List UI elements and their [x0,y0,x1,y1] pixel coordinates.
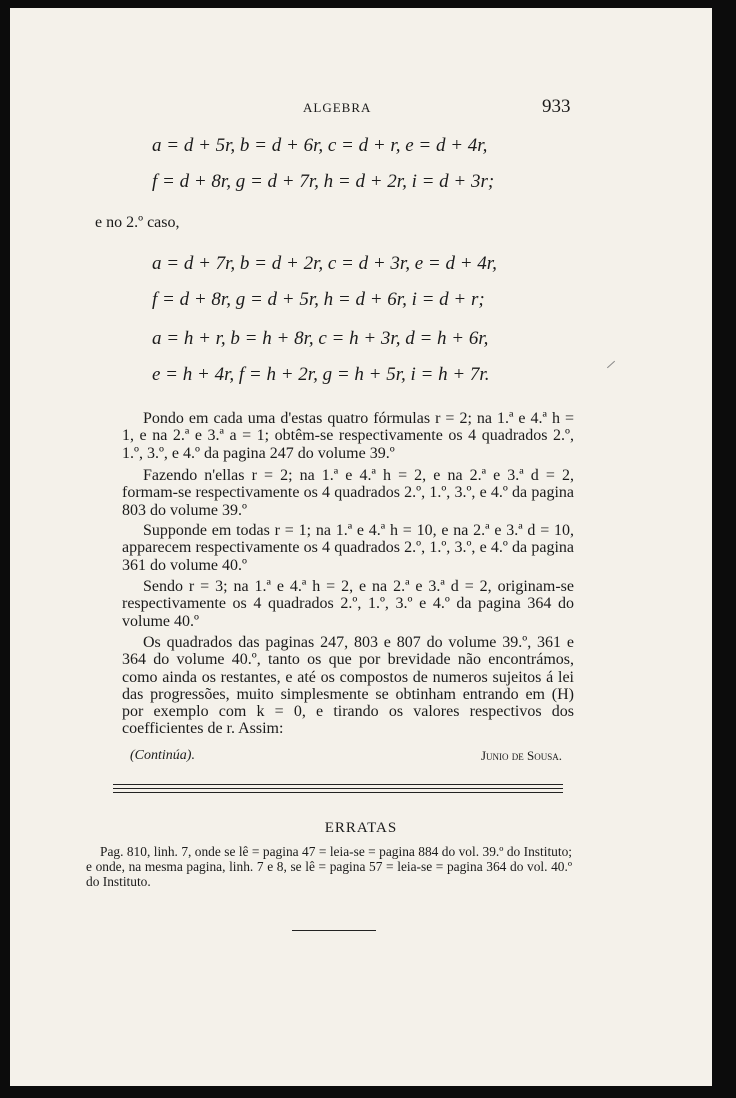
continued-label: (Continúa). [130,748,195,763]
equation-case3-line1: a = h + r, b = h + 8r, c = h + 3r, d = h + 6r, [152,328,489,349]
paragraph-1: Pondo em cada uma d'estas quatro fórmulas r = 2; na 1.ª e 4.ª h = 1, e na 2.ª e 3.ª a = 1; obtêm-se respectivamente os 4 quadrados 2.º, 1.º, 3.º, e 4.º da pagina 247 do volume 39.º [122,410,574,462]
document-page [10,8,712,1086]
author-signature: Junio de Sousa. [480,748,562,763]
section-rule-middle [113,788,563,789]
running-title: ALGEBRA [303,100,372,115]
margin-mark [607,361,615,368]
case2-intro: e no 2.º caso, [95,214,180,231]
equation-case2-line2: f = d + 8r, g = d + 5r, h = d + 6r, i = d + r; [152,289,485,310]
errata-text: Pag. 810, linh. 7, onde se lê = pagina 47 = leia-se = pagina 884 do vol. 39.º do Instituto; e onde, na mesma pagina, linh. 7 e 8, se lê = pagina 57 = leia-se = pagina 364 do vol. 40.º do Instituto. [86,844,572,890]
paragraph-5: Os quadrados das paginas 247, 803 e 807 do volume 39.º, 361 e 364 do volume 40.º, tanto os que por brevidade não encontrámos, como ainda os restantes, e até os compostos de numeros sujeitos á lei das progressões, muito simplesmente se obtinham entrando em (H) por exemplo com k = 0, e tirando os valores respectivos dos coefficientes de r. Assim: [122,634,574,738]
page-number: 933 [542,96,571,117]
signature-row [122,748,574,768]
equation-case1-line1: a = d + 5r, b = d + 6r, c = d + r, e = d + 4r, [152,135,488,156]
section-rule-bottom [113,792,563,793]
equation-case1-line2: f = d + 8r, g = d + 7r, h = d + 2r, i = d + 3r; [152,171,495,192]
page-header [10,96,712,120]
paragraph-4: Sendo r = 3; na 1.ª e 4.ª h = 2, e na 2.ª e 3.ª d = 2, originam-se respectivamente os 4 quadrados 2.º, 1.º, 3.º e 4.º da pagina 364 do volume 40.º [122,578,574,630]
closing-rule [292,930,376,931]
equation-case3-line2: e = h + 4r, f = h + 2r, g = h + 5r, i = h + 7r. [152,364,490,385]
section-rule-top [113,784,563,785]
equation-case2-line1: a = d + 7r, b = d + 2r, c = d + 3r, e = d + 4r, [152,253,497,274]
paragraph-3: Supponde em todas r = 1; na 1.ª e 4.ª h = 10, e na 2.ª e 3.ª d = 10, apparecem respectivamente os 4 quadrados 2.º, 1.º, 3.º, e 4.º da pagina 361 do volume 40.º [122,522,574,574]
erratas-heading: ERRATAS [324,820,398,836]
paragraph-2: Fazendo n'ellas r = 2; na 1.ª e 4.ª h = 2, e na 2.ª e 3.ª d = 2, formam-se respectivamente os 4 quadrados 2.º, 1.º, 3.º, e 4.º da pagina 803 do volume 39.º [122,467,574,519]
